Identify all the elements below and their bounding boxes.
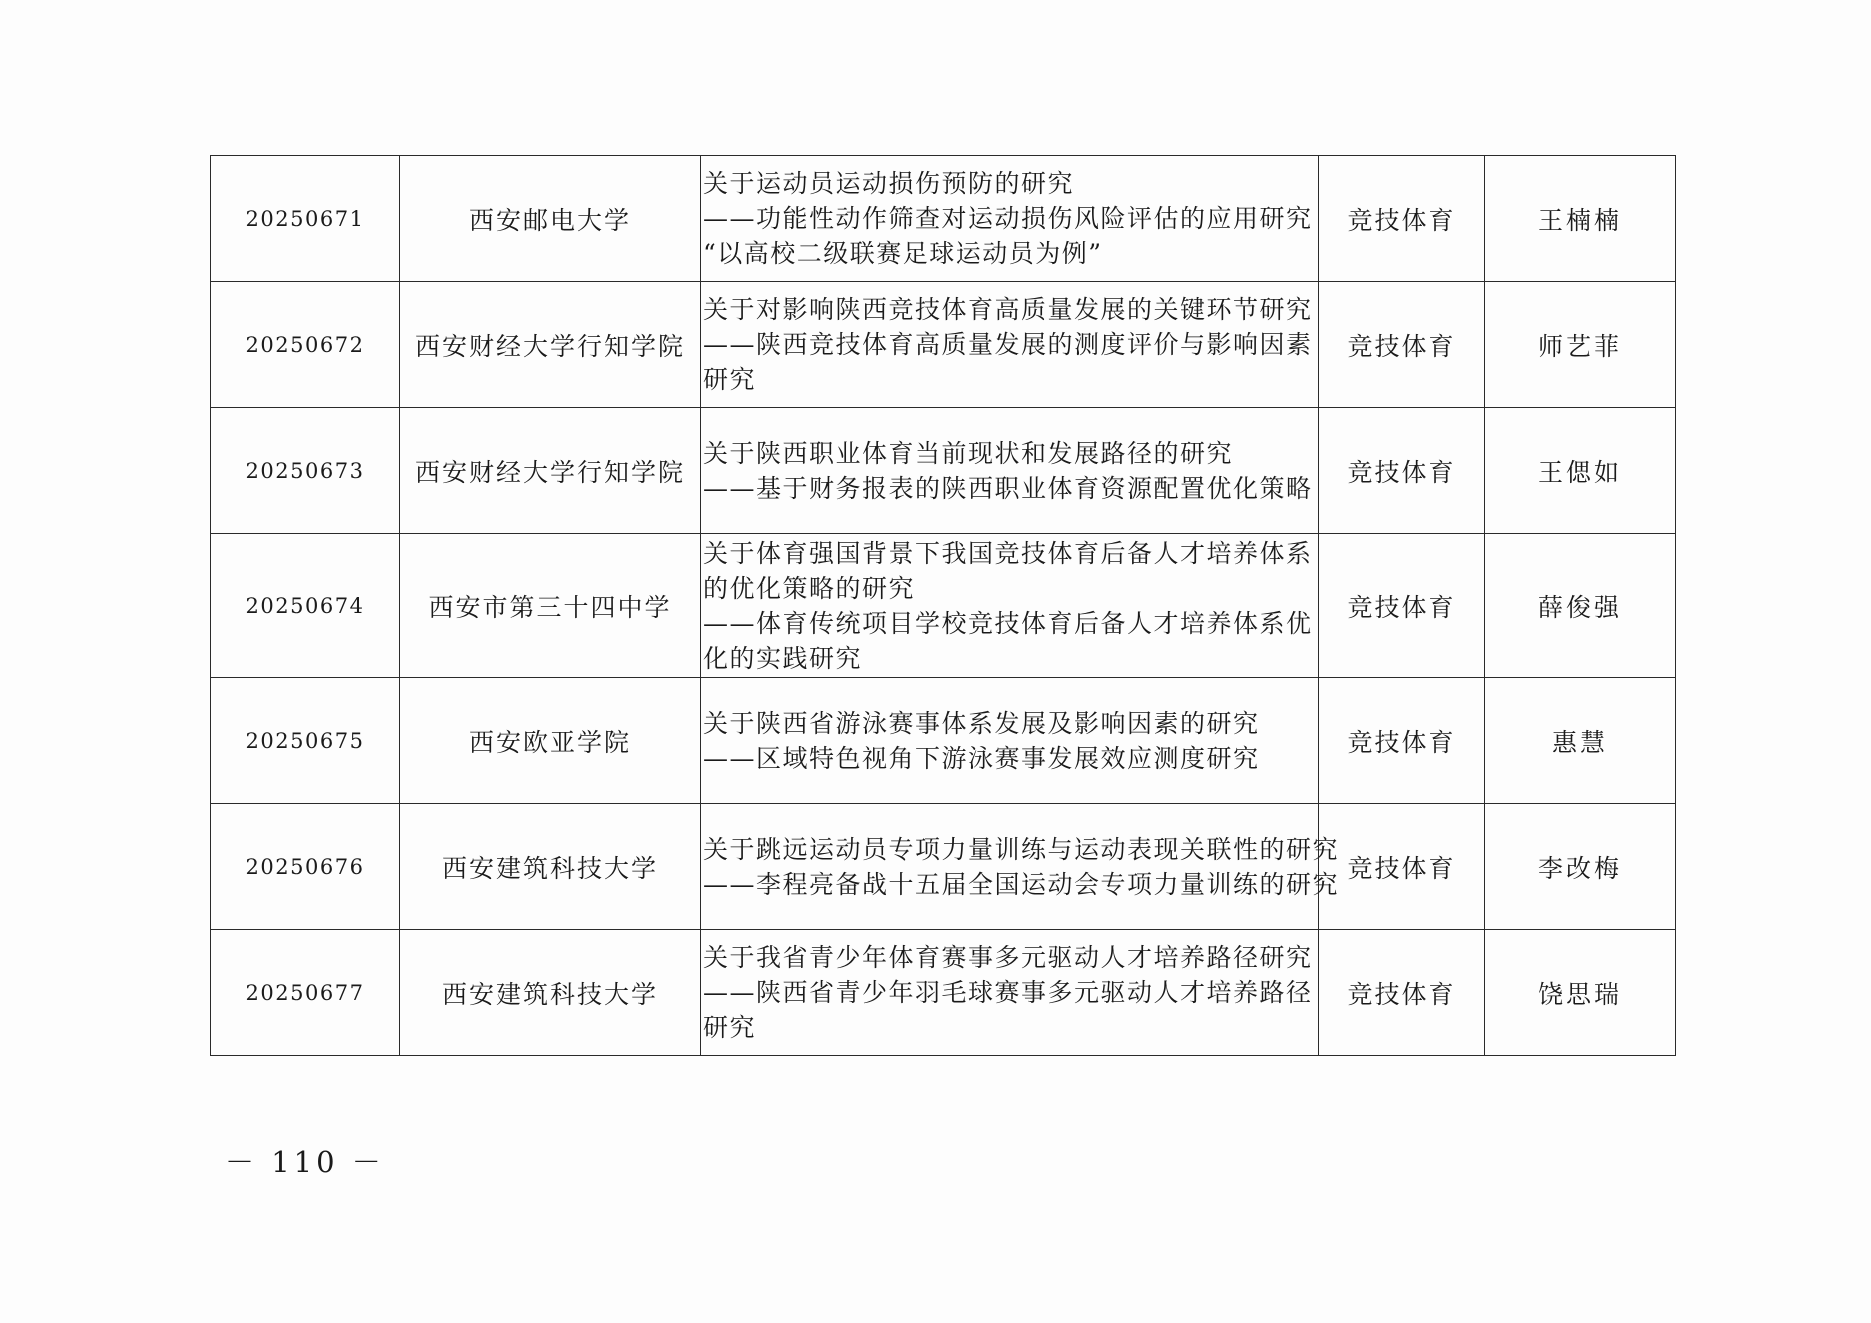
project-table [210,155,1676,1056]
project-code-cell: 20250671 [211,156,400,282]
institution-cell: 西安财经大学行知学院 [400,408,701,534]
table-body [211,156,1676,1056]
project-title-line: 化的实践研究 [703,643,863,673]
project-title-line: ——基于财务报表的陕西职业体育资源配置优化策略 [703,473,1313,503]
institution-cell: 西安邮电大学 [400,156,701,282]
project-title-line: 关于运动员运动损伤预防的研究 [703,169,1075,198]
project-code-cell: 20250672 [211,282,400,408]
institution-cell: 西安建筑科技大学 [400,930,701,1056]
project-title-line: ——陕西竞技体育高质量发展的测度评价与影响因素 [703,330,1313,359]
project-title-line: 关于对影响陕西竞技体育高质量发展的关键环节研究 [703,295,1313,324]
project-title-line: 关于跳远运动员专项力量训练与运动表现关联性的研究 [703,834,1340,864]
person-name-cell: 师艺菲 [1485,282,1676,408]
category-cell: 竞技体育 [1319,408,1485,534]
table-row [211,930,1676,1056]
category-cell: 竞技体育 [1319,930,1485,1056]
project-code-cell: 20250676 [211,804,400,930]
category-cell: 竞技体育 [1319,282,1485,408]
project-code-cell: 20250674 [211,534,400,678]
institution-cell: 西安欧亚学院 [400,678,701,804]
project-title-line: 研究 [703,365,757,394]
project-title-line: ——区域特色视角下游泳赛事发展效应测度研究 [703,743,1260,773]
project-title-cell [701,804,1340,930]
category-cell: 竞技体育 [1319,804,1485,930]
project-title-cell [701,408,1319,534]
project-title-line: ——李程亮备战十五届全国运动会专项力量训练的研究 [703,869,1340,899]
page-number: － 110 － [225,1145,385,1179]
project-title-line: 关于陕西省游泳赛事体系发展及影响因素的研究 [703,708,1260,738]
person-name-cell: 李改梅 [1485,804,1676,930]
category-cell: 竞技体育 [1319,678,1485,804]
project-title-line: 的优化策略的研究 [703,573,916,603]
project-title-line: “以高校二级联赛足球运动员为例” [703,239,1103,268]
table-row [211,408,1676,534]
project-title-line: 研究 [703,1013,757,1042]
person-name-cell: 王楠楠 [1485,156,1676,282]
project-title-line: 关于体育强国背景下我国竞技体育后备人才培养体系 [703,538,1313,568]
table-row [211,282,1676,408]
person-name-cell: 惠慧 [1485,678,1676,804]
table-row [211,804,1676,930]
institution-cell: 西安市第三十四中学 [400,534,701,678]
project-title-line: 关于陕西职业体育当前现状和发展路径的研究 [703,438,1234,468]
table-row [211,534,1676,678]
table-row [211,156,1676,282]
project-title-line: ——陕西省青少年羽毛球赛事多元驱动人才培养路径 [703,978,1313,1007]
institution-cell: 西安财经大学行知学院 [400,282,701,408]
project-code-cell: 20250675 [211,678,400,804]
project-code-cell: 20250677 [211,930,400,1056]
person-name-cell: 薛俊强 [1485,534,1676,678]
category-cell: 竞技体育 [1319,534,1485,678]
project-title-line: ——体育传统项目学校竞技体育后备人才培养体系优 [703,608,1313,638]
project-title-cell [701,930,1319,1056]
project-title-line: 关于我省青少年体育赛事多元驱动人才培养路径研究 [703,943,1313,972]
person-name-cell: 饶思瑞 [1485,930,1676,1056]
project-title-cell [701,678,1319,804]
project-title-cell [701,534,1319,678]
project-title-cell [701,156,1319,282]
category-cell: 竞技体育 [1319,156,1485,282]
project-title-cell [701,282,1319,408]
person-name-cell: 王偲如 [1485,408,1676,534]
institution-cell: 西安建筑科技大学 [400,804,701,930]
project-title-line: ——功能性动作筛查对运动损伤风险评估的应用研究 [703,204,1313,233]
table-row [211,678,1676,804]
project-code-cell: 20250673 [211,408,400,534]
